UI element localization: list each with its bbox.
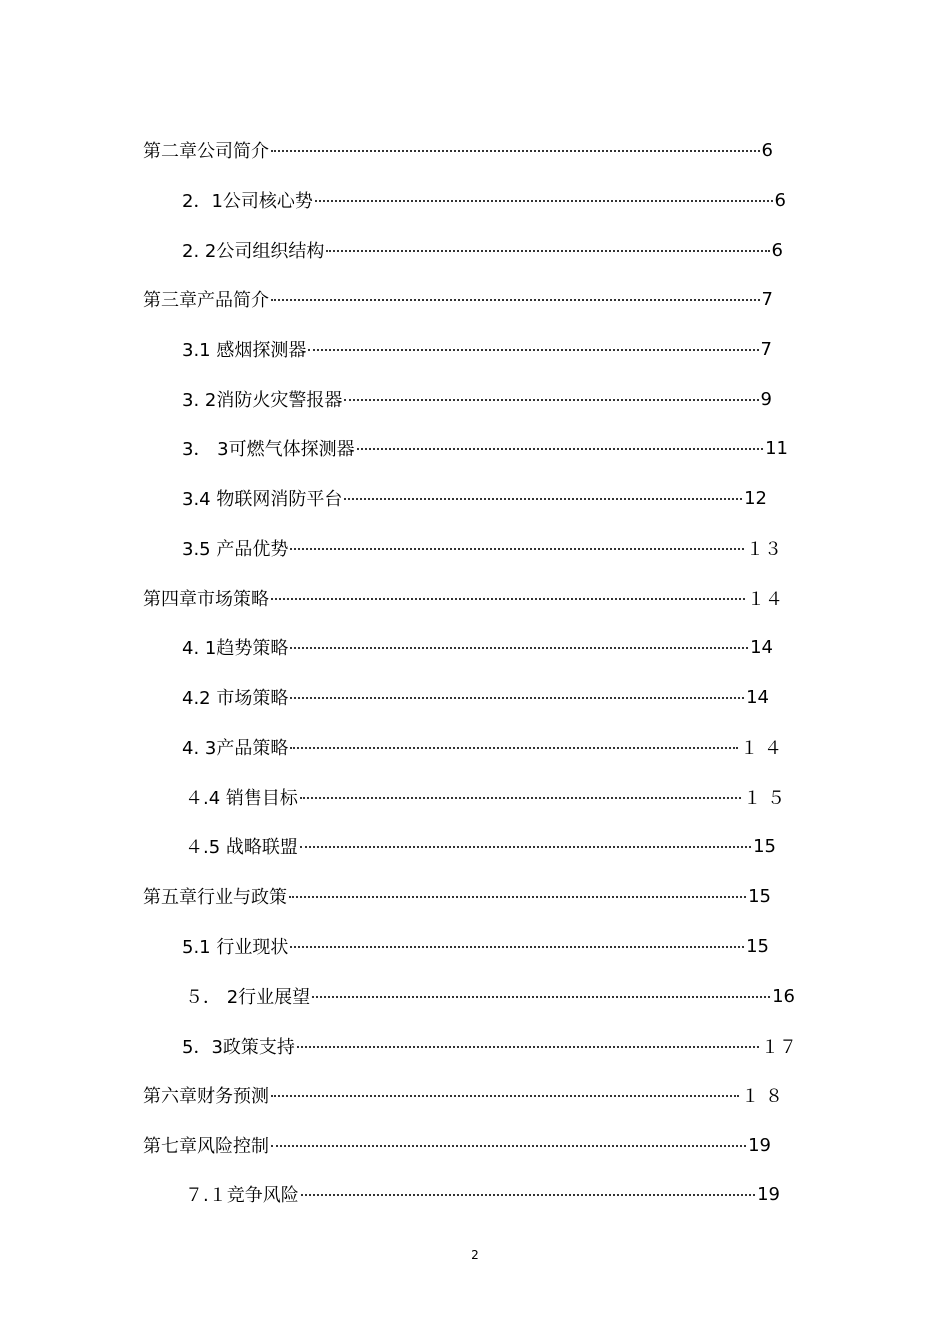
toc-entry bbox=[143, 136, 773, 164]
toc-entry bbox=[182, 186, 786, 214]
toc-entry-title: 3.4 物联网消防平台 bbox=[182, 489, 343, 510]
toc-entry-page: １ ５ bbox=[743, 788, 785, 809]
toc-dot-leader bbox=[271, 299, 760, 301]
toc-dot-leader bbox=[315, 200, 773, 202]
toc-entry-page: 16 bbox=[772, 985, 795, 1007]
toc-entry-page: 14 bbox=[750, 636, 773, 658]
toc-dot-leader bbox=[301, 1194, 755, 1196]
toc-entry bbox=[182, 683, 769, 711]
toc-entry bbox=[182, 1032, 797, 1060]
toc-entry bbox=[143, 882, 771, 910]
toc-entry-title: 3.1 感烟探测器 bbox=[182, 340, 307, 361]
toc-dot-leader bbox=[297, 1046, 759, 1048]
toc-entry-page: 15 bbox=[748, 885, 771, 907]
toc-entry-page: 12 bbox=[744, 487, 767, 509]
toc-entry-title: 4. 3产品策略 bbox=[182, 738, 289, 759]
toc-entry-page: １７ bbox=[761, 1037, 797, 1058]
toc-entry-page: 7 bbox=[761, 288, 773, 310]
toc-entry-title: 2．1公司核心势 bbox=[182, 191, 313, 212]
toc-dot-leader bbox=[271, 1145, 746, 1147]
toc-entry-title: 5.1 行业现状 bbox=[182, 937, 289, 958]
toc-entry bbox=[182, 236, 783, 264]
toc-entry-title: 3.5 产品优势 bbox=[182, 539, 289, 560]
toc-entry-page: １４ bbox=[747, 589, 783, 610]
toc-entry-page: 19 bbox=[757, 1183, 780, 1205]
toc-dot-leader bbox=[312, 996, 770, 998]
toc-entry-page: 6 bbox=[771, 239, 783, 261]
toc-entry bbox=[182, 335, 772, 363]
toc-entry-title: ４.4 销售目标 bbox=[185, 788, 298, 809]
toc-entry bbox=[182, 434, 788, 462]
toc-entry bbox=[143, 285, 773, 313]
toc-entry-title: ５． 2行业展望 bbox=[185, 987, 311, 1008]
toc-entry bbox=[182, 733, 782, 761]
toc-entry-page: １３ bbox=[746, 539, 782, 560]
toc-dot-leader bbox=[308, 349, 758, 351]
toc-dot-leader bbox=[290, 697, 744, 699]
page-number: 2 bbox=[471, 1248, 479, 1262]
toc-entry bbox=[143, 584, 783, 612]
toc-entry-title: 5．3政策支持 bbox=[182, 1037, 295, 1058]
toc-entry bbox=[182, 534, 782, 562]
toc-entry bbox=[143, 1081, 783, 1109]
toc-entry-title: 4.2 市场策略 bbox=[182, 688, 289, 709]
toc-dot-leader bbox=[300, 797, 741, 799]
toc-dot-leader bbox=[271, 598, 745, 600]
toc-entry-page: 11 bbox=[765, 437, 788, 459]
toc-entry-title: 3． 3可燃气体探测器 bbox=[182, 439, 355, 460]
toc-entry-title: 3. 2消防火灾警报器 bbox=[182, 390, 343, 411]
toc-entry-page: 14 bbox=[746, 686, 769, 708]
toc-dot-leader bbox=[290, 946, 744, 948]
toc-entry-page: 15 bbox=[753, 835, 776, 857]
toc-entry-page: 9 bbox=[760, 388, 772, 410]
toc-entry-page: １ ８ bbox=[741, 1086, 783, 1107]
toc-entry-page: 6 bbox=[761, 139, 773, 161]
toc-entry bbox=[182, 385, 772, 413]
toc-dot-leader bbox=[271, 150, 760, 152]
toc-dot-leader bbox=[326, 250, 769, 252]
toc-dot-leader bbox=[344, 399, 758, 401]
toc-entry-title: 第五章行业与政策 bbox=[143, 887, 287, 908]
toc-entry bbox=[185, 832, 776, 860]
toc-entry-title: 第七章风险控制 bbox=[143, 1136, 269, 1157]
toc-entry-page: １ ４ bbox=[740, 738, 782, 759]
toc-entry-page: 7 bbox=[760, 338, 772, 360]
toc-entry-title: ７.１竞争风险 bbox=[185, 1185, 299, 1206]
toc-entry bbox=[185, 982, 795, 1010]
toc-dot-leader bbox=[289, 896, 746, 898]
toc-entry bbox=[182, 932, 769, 960]
toc-entry bbox=[185, 783, 785, 811]
toc-entry-page: 19 bbox=[748, 1134, 771, 1156]
toc-entry-page: 6 bbox=[774, 189, 786, 211]
toc-entry-title: 2. 2公司组织结构 bbox=[182, 241, 325, 262]
toc-dot-leader bbox=[344, 498, 742, 500]
toc-dot-leader bbox=[290, 747, 738, 749]
toc-entry bbox=[182, 484, 767, 512]
toc-entry bbox=[143, 1131, 771, 1159]
toc-entry-title: ４.5 战略联盟 bbox=[185, 837, 298, 858]
toc-entry bbox=[182, 633, 773, 661]
toc-dot-leader bbox=[271, 1095, 739, 1097]
toc-entry-page: 15 bbox=[746, 935, 769, 957]
toc-dot-leader bbox=[290, 548, 744, 550]
toc-entry-title: 第六章财务预测 bbox=[143, 1086, 269, 1107]
toc-dot-leader bbox=[357, 448, 763, 450]
toc-dot-leader bbox=[290, 647, 748, 649]
toc-dot-leader bbox=[300, 846, 751, 848]
toc-entry-title: 4. 1趋势策略 bbox=[182, 638, 289, 659]
toc-entry bbox=[185, 1180, 780, 1208]
toc-entry-title: 第四章市场策略 bbox=[143, 589, 269, 610]
toc-entry-title: 第三章产品简介 bbox=[143, 290, 269, 311]
toc-entry-title: 第二章公司简介 bbox=[143, 141, 269, 162]
